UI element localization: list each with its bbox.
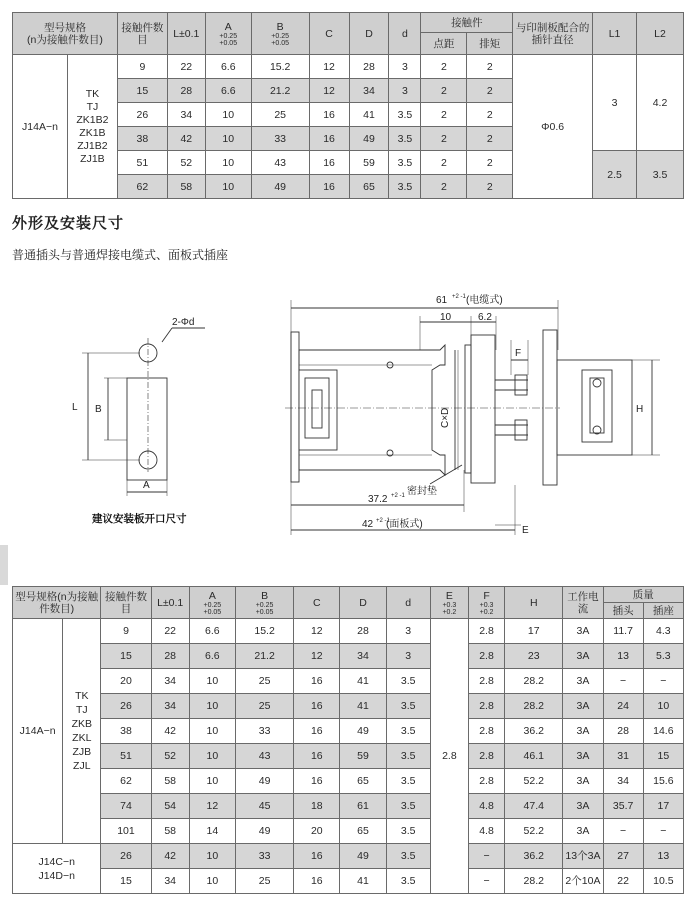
t2-header-f-label: F	[483, 589, 490, 602]
table-cell: 38	[101, 719, 151, 744]
table-cell: 34	[151, 869, 189, 894]
table-cell: 3	[389, 79, 421, 103]
table-cell: 2个10A	[563, 869, 603, 894]
table-cell: 41	[340, 869, 386, 894]
t2-header-a-tol: +0.25 +0.05	[203, 601, 222, 616]
spec-table-1	[12, 12, 684, 199]
table-cell: 52	[151, 744, 189, 769]
table-cell: 2.8	[468, 644, 504, 669]
table-cell: 21.2	[235, 644, 293, 669]
table-row	[13, 794, 684, 819]
table-cell: 16	[309, 175, 349, 199]
table-cell: 38	[117, 127, 167, 151]
table-cell: 28.2	[505, 694, 563, 719]
table-cell: 34	[340, 644, 386, 669]
table-cell: 2.8	[468, 744, 504, 769]
table-cell: 16	[294, 769, 340, 794]
table-cell: 2	[421, 79, 467, 103]
table-cell: 10	[205, 175, 251, 199]
table-cell: −	[643, 669, 683, 694]
table-cell: 15	[643, 744, 683, 769]
table-cell: 16	[294, 719, 340, 744]
table-cell: 12	[309, 79, 349, 103]
table-row	[13, 744, 684, 769]
table-cell: 2	[421, 127, 467, 151]
model-cell: J14A−n	[13, 55, 68, 199]
t2-header-b-label: B	[261, 589, 269, 602]
table-cell: 42	[167, 127, 205, 151]
label-e: E	[522, 525, 529, 536]
pin-diameter-cell: Φ0.6	[513, 55, 593, 199]
label-37-2: 37.2	[368, 494, 388, 505]
table-cell: 25	[235, 694, 293, 719]
table-cell: 16	[294, 844, 340, 869]
table-cell: −	[468, 844, 504, 869]
t2-header-mass: 质量	[603, 587, 683, 603]
table-cell: 9	[117, 55, 167, 79]
t2-header-model: 型号规格(n为接触件数目)	[13, 587, 101, 619]
table-cell: 28	[603, 719, 643, 744]
table-cell: 3.5	[386, 869, 430, 894]
table-cell: 26	[101, 694, 151, 719]
table-cell: 11.7	[603, 619, 643, 644]
header-pcb-pin: 与印制板配合的插针直径	[513, 13, 593, 55]
table-cell: 101	[101, 819, 151, 844]
table-cell: 3A	[563, 819, 603, 844]
table-cell: 16	[309, 127, 349, 151]
table-cell: 21.2	[251, 79, 309, 103]
table-cell: 5.3	[643, 644, 683, 669]
t2-header-f	[468, 587, 504, 619]
table-cell: 43	[251, 151, 309, 175]
table-cell: 16	[294, 694, 340, 719]
header-contact: 接触件	[421, 13, 513, 33]
t2-header-b-tol: +0.25 +0.05	[255, 601, 274, 616]
table-cell: 28	[340, 619, 386, 644]
table-cell: 9	[101, 619, 151, 644]
table-cell: 14.6	[643, 719, 683, 744]
table-cell: 2	[467, 127, 513, 151]
table1-body	[13, 55, 684, 199]
table-cell: 52.2	[505, 769, 563, 794]
table-cell: 34	[167, 103, 205, 127]
l2-cell: 3.5	[637, 151, 684, 199]
table-cell: 2	[467, 103, 513, 127]
table-cell: 3A	[563, 644, 603, 669]
label-b: B	[95, 404, 102, 415]
table-cell: 17	[505, 619, 563, 644]
table-cell: 16	[294, 744, 340, 769]
table-cell: 12	[189, 794, 235, 819]
t2-header-d-big: D	[340, 587, 386, 619]
table-cell: −	[468, 869, 504, 894]
label-61: 61	[436, 295, 448, 306]
table-cell: 42	[151, 719, 189, 744]
table-row	[13, 644, 684, 669]
table-cell: 2	[467, 55, 513, 79]
table-cell: 20	[101, 669, 151, 694]
table-cell: 58	[151, 819, 189, 844]
table-cell: 12	[309, 55, 349, 79]
t2-header-e-tol: +0.3 +0.2	[442, 601, 457, 616]
table-cell: 33	[251, 127, 309, 151]
t2-header-e-label: E	[445, 589, 453, 602]
series-cell: TK TJ ZKB ZKL ZJB ZJL	[63, 619, 101, 844]
model-cell: J14A−n	[13, 619, 63, 844]
table-cell: 2.8	[468, 719, 504, 744]
label-h: H	[636, 404, 644, 415]
table-row	[13, 694, 684, 719]
table-cell: 2.8	[468, 694, 504, 719]
table-cell: 58	[167, 175, 205, 199]
table-cell: 6.6	[189, 644, 235, 669]
header-b	[251, 13, 309, 55]
table-cell: 2	[467, 79, 513, 103]
table-cell: 59	[340, 744, 386, 769]
table-cell: 65	[349, 175, 389, 199]
table-cell: 20	[294, 819, 340, 844]
table-cell: 3A	[563, 669, 603, 694]
table-cell: 46.1	[505, 744, 563, 769]
table-cell: 10	[205, 151, 251, 175]
table-cell: 3.5	[386, 844, 430, 869]
label-l: L	[72, 402, 78, 413]
table-cell: 3.5	[389, 151, 421, 175]
label-10: 10	[440, 312, 452, 323]
table-cell: 10	[189, 744, 235, 769]
table-row	[13, 719, 684, 744]
header-d-small: d	[389, 13, 421, 55]
table-cell: 2.8	[468, 619, 504, 644]
table-cell: 34	[151, 694, 189, 719]
table-cell: 2.8	[468, 669, 504, 694]
l2-cell: 4.2	[637, 55, 684, 151]
table-cell: 62	[117, 175, 167, 199]
table-cell: 3.5	[386, 769, 430, 794]
table-cell: 74	[101, 794, 151, 819]
t2-header-a	[189, 587, 235, 619]
label-a: A	[143, 480, 150, 491]
table-cell: 3A	[563, 769, 603, 794]
table-cell: 28	[167, 79, 205, 103]
t2-header-plug: 插头	[603, 603, 643, 619]
table-cell: 10	[205, 103, 251, 127]
table-cell: 49	[251, 175, 309, 199]
table-cell: 15.6	[643, 769, 683, 794]
table-cell: 51	[101, 744, 151, 769]
table-cell: 54	[151, 794, 189, 819]
table-cell: −	[603, 819, 643, 844]
table-cell: 10	[189, 719, 235, 744]
table-cell: 52	[167, 151, 205, 175]
t2-header-a-label: A	[208, 589, 216, 602]
table-cell: 3A	[563, 744, 603, 769]
table-cell: 25	[235, 669, 293, 694]
header-a-tol: +0.25 +0.05	[219, 32, 238, 47]
table-cell: 4.3	[643, 619, 683, 644]
table-cell: 16	[309, 151, 349, 175]
table-cell: 3	[386, 619, 430, 644]
table-cell: 18	[294, 794, 340, 819]
table-cell: 34	[349, 79, 389, 103]
t2-header-h: H	[505, 587, 563, 619]
table-cell: 59	[349, 151, 389, 175]
spec-table-2	[12, 586, 684, 894]
table-cell: 41	[349, 103, 389, 127]
table-cell: 3.5	[386, 794, 430, 819]
table-cell: 14	[189, 819, 235, 844]
table-cell: 2	[467, 175, 513, 199]
t2-header-f-tol: +0.3 +0.2	[479, 601, 494, 616]
header-a	[205, 13, 251, 55]
label-61-tol: +2 -1	[452, 294, 466, 300]
table-cell: 2	[421, 103, 467, 127]
table-cell: 33	[235, 844, 293, 869]
t2-header-socket: 插座	[643, 603, 683, 619]
connector-drawing	[285, 300, 660, 535]
table-cell: 49	[235, 819, 293, 844]
table-cell: 26	[101, 844, 151, 869]
table-cell: 49	[349, 127, 389, 151]
table-cell: 65	[340, 819, 386, 844]
table-cell: 25	[251, 103, 309, 127]
table-cell: 10	[189, 869, 235, 894]
cutout-caption: 建议安装板开口尺寸	[92, 513, 187, 525]
table-cell: 61	[340, 794, 386, 819]
table-cell: 2	[421, 151, 467, 175]
header-b-tol: +0.25 +0.05	[271, 32, 290, 47]
t2-header-d-small: d	[386, 587, 430, 619]
table-cell: 22	[603, 869, 643, 894]
table-row	[13, 669, 684, 694]
table-cell: 33	[235, 719, 293, 744]
header-pitch: 点距	[421, 33, 467, 55]
table-cell: 10	[189, 844, 235, 869]
table-cell: 49	[340, 719, 386, 744]
table-cell: 10.5	[643, 869, 683, 894]
table-cell: 47.4	[505, 794, 563, 819]
scan-edge	[0, 545, 8, 585]
table-cell: 10	[189, 669, 235, 694]
header-l2: L2	[637, 13, 684, 55]
table-cell: 3A	[563, 694, 603, 719]
table-cell: 3.5	[389, 103, 421, 127]
header-d-big: D	[349, 13, 389, 55]
table-cell: 15.2	[251, 55, 309, 79]
table-cell: 31	[603, 744, 643, 769]
t2-header-e	[430, 587, 468, 619]
table-cell: 3A	[563, 619, 603, 644]
table-cell: 51	[117, 151, 167, 175]
header-row-pitch: 排矩	[467, 33, 513, 55]
table-cell: 16	[294, 669, 340, 694]
e-cell: 2.8	[430, 619, 468, 894]
table-cell: 16	[294, 869, 340, 894]
table-cell: 45	[235, 794, 293, 819]
label-hole: 2-Φd	[172, 317, 195, 328]
table-cell: 41	[340, 694, 386, 719]
table-cell: 3.5	[389, 127, 421, 151]
table-cell: 36.2	[505, 719, 563, 744]
table-cell: 3.5	[386, 694, 430, 719]
table-cell: −	[603, 669, 643, 694]
table-cell: 23	[505, 644, 563, 669]
t2-header-current: 工作电流	[563, 587, 603, 619]
table-cell: 52.2	[505, 819, 563, 844]
header-l1: L1	[593, 13, 637, 55]
table-cell: 22	[167, 55, 205, 79]
section-subtitle: 普通插头与普通焊接电缆式、面板式插座	[12, 248, 229, 262]
table-cell: 26	[117, 103, 167, 127]
label-42-tol: +2 -1	[376, 518, 390, 524]
table-row	[13, 619, 684, 644]
table-cell: 10	[189, 769, 235, 794]
table-row	[13, 844, 684, 869]
table-row	[13, 819, 684, 844]
table-cell: 13个3A	[563, 844, 603, 869]
table-cell: −	[643, 819, 683, 844]
table-cell: 15.2	[235, 619, 293, 644]
model-cell: J14C−n J14D−n	[13, 844, 101, 894]
l1-cell: 3	[593, 55, 637, 151]
table-cell: 3	[386, 644, 430, 669]
table-cell: 43	[235, 744, 293, 769]
table-cell: 12	[294, 644, 340, 669]
table-cell: 2	[467, 151, 513, 175]
table-cell: 6.6	[189, 619, 235, 644]
table-cell: 15	[117, 79, 167, 103]
t2-header-c: C	[294, 587, 340, 619]
header-c: C	[309, 13, 349, 55]
table-cell: 3.5	[389, 175, 421, 199]
header-l: L±0.1	[167, 13, 205, 55]
label-42: 42	[362, 519, 374, 530]
table-cell: 10	[205, 127, 251, 151]
t2-header-l: L±0.1	[151, 587, 189, 619]
header-model: 型号规格 (n为接触件数目)	[13, 13, 118, 55]
header-a-label: A	[224, 20, 232, 33]
table-cell: 3.5	[386, 819, 430, 844]
table-cell: 65	[340, 769, 386, 794]
table-cell: 42	[151, 844, 189, 869]
table-cell: 25	[235, 869, 293, 894]
header-b-label: B	[276, 20, 284, 33]
table-cell: 28	[349, 55, 389, 79]
table-row	[13, 769, 684, 794]
table-cell: 49	[340, 844, 386, 869]
table2-body	[13, 619, 684, 894]
table-cell: 3A	[563, 794, 603, 819]
label-61-note: (电缆式)	[466, 295, 503, 306]
table-cell: 17	[643, 794, 683, 819]
table-row	[13, 869, 684, 894]
table-cell: 12	[294, 619, 340, 644]
table-cell: 2.8	[468, 769, 504, 794]
l1-cell: 2.5	[593, 151, 637, 199]
t2-header-count: 接触件数目	[101, 587, 151, 619]
table-cell: 35.7	[603, 794, 643, 819]
label-6-2: 6.2	[478, 312, 492, 323]
table-cell: 13	[643, 844, 683, 869]
table-cell: 13	[603, 644, 643, 669]
table-cell: 41	[340, 669, 386, 694]
table-cell: 3	[389, 55, 421, 79]
table-cell: 4.8	[468, 819, 504, 844]
table-cell: 24	[603, 694, 643, 719]
table-cell: 3.5	[386, 744, 430, 769]
dimension-drawing	[0, 290, 700, 540]
table-cell: 28.2	[505, 869, 563, 894]
table-cell: 6.6	[205, 79, 251, 103]
table-cell: 62	[101, 769, 151, 794]
label-37-2-tol: +2 -1	[391, 493, 405, 499]
table-cell: 4.8	[468, 794, 504, 819]
table-cell: 2	[421, 55, 467, 79]
section-title: 外形及安装尺寸	[12, 215, 125, 232]
table-row	[13, 55, 684, 79]
table-cell: 2	[421, 175, 467, 199]
table-cell: 3.5	[386, 719, 430, 744]
table-cell: 3A	[563, 719, 603, 744]
t2-header-b	[235, 587, 293, 619]
label-42-note: (面板式)	[386, 519, 423, 530]
table-cell: 34	[151, 669, 189, 694]
table-cell: 3.5	[386, 669, 430, 694]
label-seal: 密封垫	[407, 486, 437, 497]
table-cell: 34	[603, 769, 643, 794]
table-cell: 15	[101, 869, 151, 894]
table-cell: 10	[643, 694, 683, 719]
table-cell: 15	[101, 644, 151, 669]
table-cell: 28	[151, 644, 189, 669]
table-cell: 6.6	[205, 55, 251, 79]
table-cell: 16	[309, 103, 349, 127]
series-cell: TK TJ ZK1B2 ZK1B ZJ1B2 ZJ1B	[67, 55, 117, 199]
table-cell: 49	[235, 769, 293, 794]
table-cell: 36.2	[505, 844, 563, 869]
label-f: F	[515, 348, 522, 359]
table-cell: 27	[603, 844, 643, 869]
header-count: 接触件数目	[117, 13, 167, 55]
label-cxd: C×D	[440, 407, 451, 428]
table-cell: 10	[189, 694, 235, 719]
table-cell: 28.2	[505, 669, 563, 694]
table-cell: 22	[151, 619, 189, 644]
table-cell: 58	[151, 769, 189, 794]
